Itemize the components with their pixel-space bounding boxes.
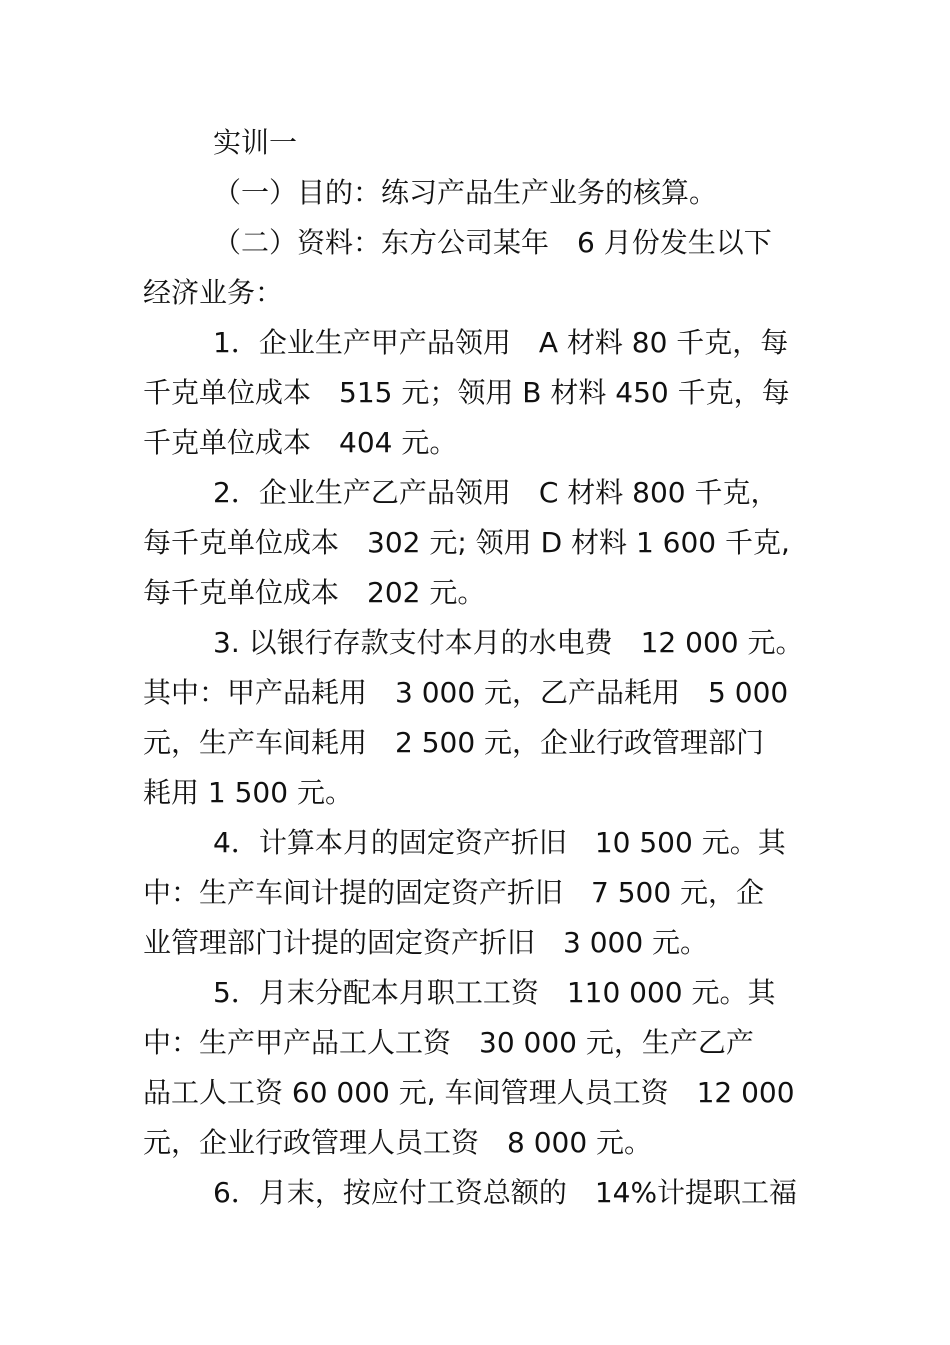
text-line: 品工人工资 60 000 元, 车间管理人员工资 12 000 (143, 1076, 795, 1109)
text-line: （二）资料：东方公司某年 6 月份发生以下 (213, 226, 772, 259)
text-line: 5．月末分配本月职工工资 110 000 元。其 (213, 976, 776, 1009)
text-line: 4．计算本月的固定资产折旧 10 500 元。其 (213, 826, 786, 859)
text-line: 千克单位成本 515 元；领用 B 材料 450 千克，每 (143, 376, 790, 409)
text-line: 中：生产车间计提的固定资产折旧 7 500 元，企 (143, 876, 765, 909)
text-line: 耗用 1 500 元。 (143, 776, 353, 809)
text-line: 每千克单位成本 302 元; 领用 D 材料 1 600 千克, (143, 526, 790, 559)
text-line: 元，生产车间耗用 2 500 元，企业行政管理部门 (143, 726, 765, 759)
text-line: （一）目的：练习产品生产业务的核算。 (213, 176, 718, 209)
text-line: 6．月末，按应付工资总额的 14%计提职工福 (213, 1176, 798, 1209)
text-line: 千克单位成本 404 元。 (143, 426, 458, 459)
text-line: 其中：甲产品耗用 3 000 元，乙产品耗用 5 000 (143, 676, 789, 709)
text-line: 1．企业生产甲产品领用 A 材料 80 千克，每 (213, 326, 789, 359)
text-line: 元，企业行政管理人员工资 8 000 元。 (143, 1126, 653, 1159)
text-line: 每千克单位成本 202 元。 (143, 576, 486, 609)
text-line: 3. 以银行存款支付本月的水电费 12 000 元。 (213, 626, 804, 659)
text-line: 2．企业生产乙产品领用 C 材料 800 千克， (213, 476, 779, 509)
text-line: 业管理部门计提的固定资产折旧 3 000 元。 (143, 926, 709, 959)
text-line: 经济业务： (143, 276, 284, 309)
text-line: 中：生产甲产品工人工资 30 000 元，生产乙产 (143, 1026, 754, 1059)
document-title: 实训一 (213, 126, 298, 159)
